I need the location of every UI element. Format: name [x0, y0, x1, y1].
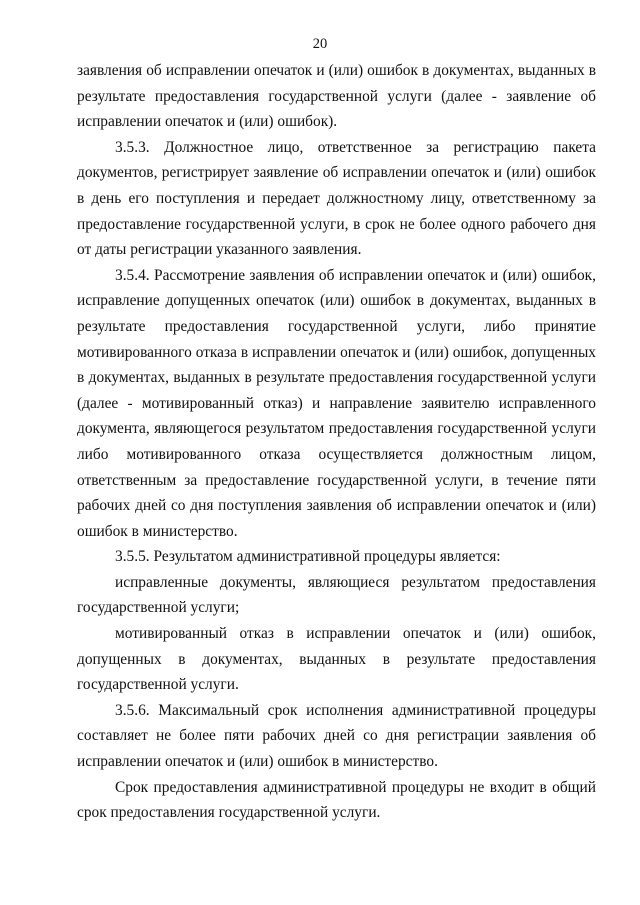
- paragraph-procedure-term: Срок предоставления административной процедуры не входит в общий срок предоставления государственной услуги.: [77, 778, 596, 822]
- paragraph-continuation: заявления об исправлении опечаток и (или) ошибок в документах, выданных в результате предоставления государственной услуги (далее - заявление об исправлении опечаток и (или) ошибок).: [77, 62, 596, 131]
- paragraph-3-5-5: 3.5.5. Результатом административной процедуры является:: [115, 548, 501, 566]
- page-number: 20: [312, 36, 328, 52]
- paragraph-result-reasoned-refusal: мотивированный отказ в исправлении опечаток и (или) ошибок, допущенных в документах, выданных в результате предоставления государственной услуги.: [77, 625, 596, 694]
- paragraph-3-5-3: 3.5.3. Должностное лицо, ответственное за регистрацию пакета документов, регистрирует заявление об исправлении опечаток и (или) ошибок в день его поступления и передает должностному лицу, ответственному за предоставление государственной услуги, в срок не более одного рабочего дня от даты регистрации указанного заявления.: [77, 138, 596, 259]
- document-body: [77, 58, 596, 826]
- paragraph-3-5-4: 3.5.4. Рассмотрение заявления об исправлении опечаток и (или) ошибок, исправление допущенных опечаток (или) ошибок в документах, выданных в результате предоставления государственной услуги, либо принятие мотивированного отказа в исправлении опечаток и (или) ошибок, допущенных в документах, выданных в результате предоставления государственной услуги (далее - мотивированный отказ) и направление заявителю исправленного документа, являющегося результатом предоставления государственной услуги либо мотивированного отказа осуществляется должностным лицом, ответственным за предоставление государственной услуги, в течение пяти рабочих дней со дня поступления заявления об исправлении опечаток и (или) ошибок в министерство.: [77, 266, 596, 540]
- paragraph-result-corrected-documents: исправленные документы, являющиеся результатом предоставления государственной услуги;: [77, 573, 596, 617]
- paragraph-3-5-6: 3.5.6. Максимальный срок исполнения административной процедуры составляет не более пяти рабочих дней со дня регистрации заявления об исправлении опечаток и (или) ошибок в министерство.: [77, 701, 596, 771]
